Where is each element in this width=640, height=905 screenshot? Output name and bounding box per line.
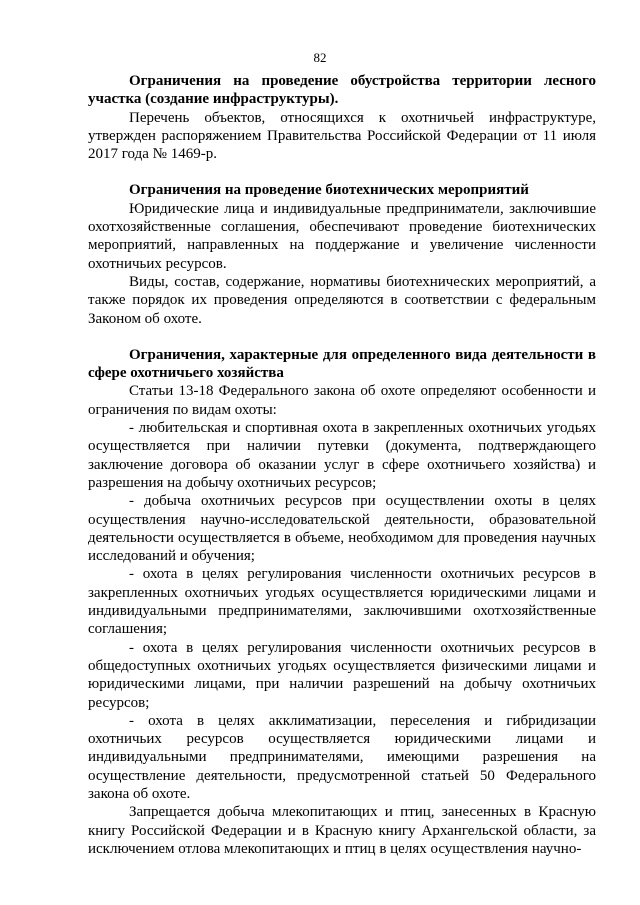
page-number: 82 (313, 50, 327, 65)
paragraph-infrastructure-list: Перечень объектов, относящихся к охотничьей инфраструктуре, утвержден распоряжением Правительства Российской Федерации от 11 июля 2017 года № 1469-р. (88, 109, 596, 163)
page-content (88, 72, 596, 858)
list-item: - любительская и спортивная охота в закрепленных охотничьих угодьях осуществляется при наличии путевки (документа, подтверждающего заключение договора об оказании услуг в сфере охотничьего хозяйства) и разрешения на добычу охотничьих ресурсов; (88, 420, 596, 491)
section-spacer (88, 328, 596, 346)
paragraph-hunting-types-intro: Статьи 13-18 Федерального закона об охоте определяют особенности и ограничения по видам охоты: (88, 383, 596, 418)
section-heading-infrastructure: Ограничения на проведение обустройства территории лесного участка (создание инфраструктуры). (88, 73, 596, 108)
list-item: - добыча охотничьих ресурсов при осуществлении охоты в целях осуществления научно-исследовательской деятельности, образовательной деятельности осуществляется в объеме, необходимом для проведения научных исследований и обучения; (88, 493, 596, 565)
paragraph-biotechnical-norms: Виды, состав, содержание, нормативы биотехнических мероприятий, а также порядок их проведения определяются в соответствии с федеральным Законом об охоте. (88, 273, 596, 327)
list-item: - охота в целях акклиматизации, переселения и гибридизации охотничьих ресурсов осуществляется юридическими лицами и индивидуальными предпринимателями, имеющими разрешения на осуществление деятельности, предусмотренной статьей 50 Федерального закона об охоте. (88, 712, 596, 802)
paragraph-biotechnical-obligations: Юридические лица и индивидуальные предприниматели, заключившие охотхозяйственные соглашения, обеспечивают проведение биотехнических мероприятий, направленных на поддержание и увеличение численности охотничьих ресурсов. (88, 200, 596, 272)
section-heading-activity-restrictions: Ограничения, характерные для определенного вида деятельности в сфере охотничьего хозяйства (88, 346, 596, 382)
list-item: - охота в целях регулирования численности охотничьих ресурсов в закрепленных охотничьих угодьях осуществляется юридическими лицами и индивидуальными предпринимателями, заключившими охотхозяйственные соглашения; (88, 566, 596, 638)
section-heading-biotechnical: Ограничения на проведение биотехнических мероприятий (129, 182, 529, 199)
list-item: - охота в целях регулирования численности охотничьих ресурсов в общедоступных охотничьих угодьях осуществляется физическими лицами и юридическими лицами, при наличии разрешений на добычу охотничьих ресурсов; (88, 639, 596, 711)
section-spacer (88, 163, 596, 181)
paragraph-red-book-prohibition: Запрещается добыча млекопитающих и птиц, занесенных в Красную книгу Российской Федерации и в Красную книгу Архангельской области, за исключением отлова млекопитающих и птиц в целях осуществления научно- (88, 804, 596, 857)
